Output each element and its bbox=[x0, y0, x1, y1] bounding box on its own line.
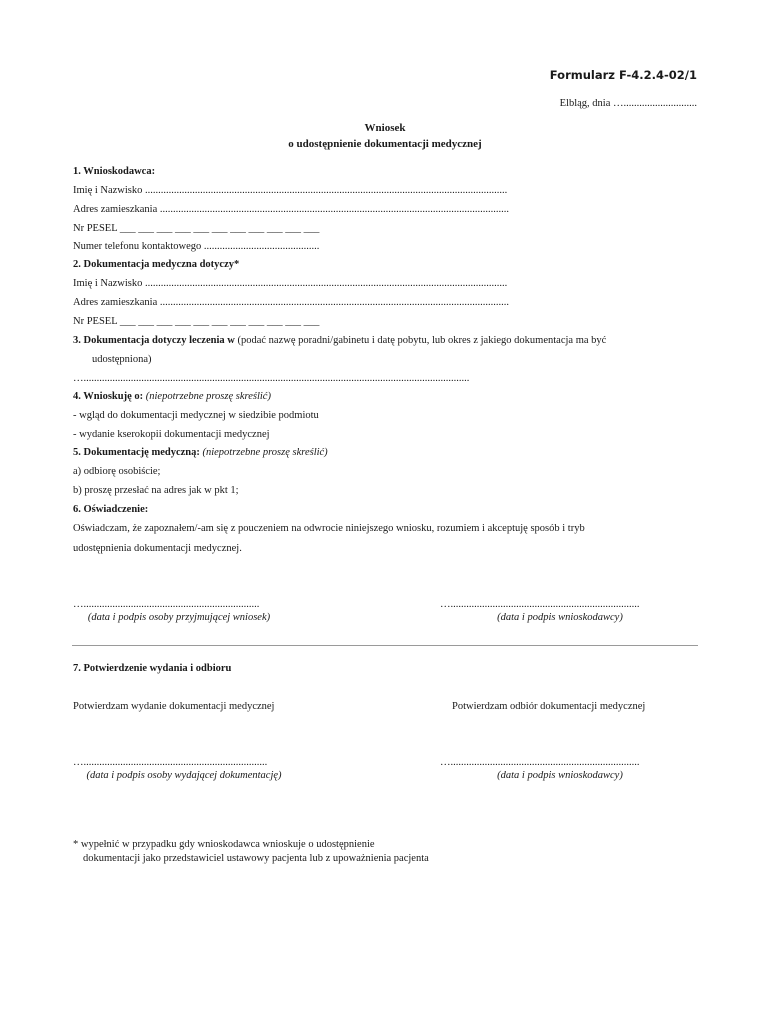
section-4-note: (niepotrzebne proszę skreślić) bbox=[143, 391, 271, 402]
document-title: Wniosek bbox=[364, 122, 406, 134]
section-7-heading: 7. Potwierdzenie wydania i odbioru bbox=[73, 663, 232, 674]
treatment-place-field[interactable]: …................................................................................................................................................... bbox=[73, 373, 470, 384]
section-4-heading: 4. Wnioskuję o: bbox=[73, 391, 144, 402]
receipt-confirmation-text: Potwierdzam odbiór dokumentacji medycznej bbox=[452, 701, 646, 712]
section-1-heading: 1. Wnioskodawca: bbox=[73, 166, 156, 177]
applicant-signature-line[interactable]: …........................................................................ bbox=[440, 599, 640, 610]
patient-address-field[interactable]: Adres zamieszkania ..................................................................................................................................... bbox=[73, 297, 510, 308]
form-number: Formularz F-4.2.4-02/1 bbox=[549, 68, 697, 82]
section-5-note: (niepotrzebne proszę skreślić) bbox=[199, 447, 328, 458]
receiver-signature-line[interactable]: …................................................................... bbox=[73, 599, 260, 610]
applicant-phone-field[interactable]: Numer telefonu kontaktowego ............................................ bbox=[73, 241, 320, 252]
delivery-option-mail[interactable]: b) proszę przesłać na adres jak w pkt 1; bbox=[73, 485, 239, 496]
section-3-hint-continued: udostępniona) bbox=[92, 354, 152, 365]
receiver-signature-label: (data i podpis osoby przyjmującej wniosek) bbox=[87, 612, 271, 623]
footnote-line-2: dokumentacji jako przedstawiciel ustawowy pacjenta lub z upoważnienia pacjenta bbox=[83, 853, 429, 864]
issuer-signature-line[interactable]: …...................................................................... bbox=[73, 757, 268, 768]
delivery-option-pickup[interactable]: a) odbiorę osobiście; bbox=[73, 466, 161, 477]
applicant-name-field[interactable]: Imię i Nazwisko .......................................................................................................................................... bbox=[73, 185, 508, 196]
section-6-heading: 6. Oświadczenie: bbox=[73, 504, 149, 515]
section-divider bbox=[72, 645, 698, 646]
section-4-heading-row bbox=[73, 391, 271, 402]
declaration-text-line-2: udostępnienia dokumentacji medycznej. bbox=[73, 543, 242, 554]
recipient-signature-line[interactable]: …........................................................................ bbox=[440, 757, 640, 768]
section-3-hint: (podać nazwę poradni/gabinetu i datę pobytu, lub okres z jakiego dokumentacja ma być bbox=[234, 335, 607, 346]
applicant-pesel-field[interactable]: Nr PESEL ___ ___ ___ ___ ___ ___ ___ ___ ___ ___ ___ bbox=[73, 223, 320, 234]
recipient-signature-label: (data i podpis wnioskodawcy) bbox=[497, 770, 623, 781]
request-option-copy[interactable]: - wydanie kserokopii dokumentacji medycznej bbox=[73, 429, 270, 440]
patient-name-field[interactable]: Imię i Nazwisko .......................................................................................................................................... bbox=[73, 278, 508, 289]
issue-confirmation-text: Potwierdzam wydanie dokumentacji medycznej bbox=[73, 701, 275, 712]
patient-pesel-field[interactable]: Nr PESEL ___ ___ ___ ___ ___ ___ ___ ___ ___ ___ ___ bbox=[73, 316, 320, 327]
section-3-heading-row bbox=[73, 335, 606, 346]
request-option-inspection[interactable]: - wgląd do dokumentacji medycznej w siedzibie podmiotu bbox=[73, 410, 319, 421]
section-5-heading: 5. Dokumentację medyczną: bbox=[73, 447, 200, 458]
document-subtitle: o udostępnienie dokumentacji medycznej bbox=[288, 138, 482, 150]
place-date-line: Elbląg, dnia …............................ bbox=[559, 98, 697, 109]
declaration-text-line-1: Oświadczam, że zapoznałem/-am się z pouczeniem na odwrocie niniejszego wniosku, rozumiem i akceptuję sposób i tryb bbox=[73, 523, 585, 534]
issuer-signature-label: (data i podpis osoby wydającej dokumentację) bbox=[86, 770, 282, 781]
applicant-address-field[interactable]: Adres zamieszkania ..................................................................................................................................... bbox=[73, 204, 510, 215]
section-3-heading: 3. Dokumentacja dotyczy leczenia w bbox=[73, 335, 235, 346]
section-5-heading-row bbox=[73, 447, 328, 458]
footnote-line-1: * wypełnić w przypadku gdy wnioskodawca wnioskuje o udostępnienie bbox=[73, 839, 375, 850]
applicant-signature-label: (data i podpis wnioskodawcy) bbox=[497, 612, 623, 623]
section-2-heading: 2. Dokumentacja medyczna dotyczy* bbox=[73, 259, 240, 270]
